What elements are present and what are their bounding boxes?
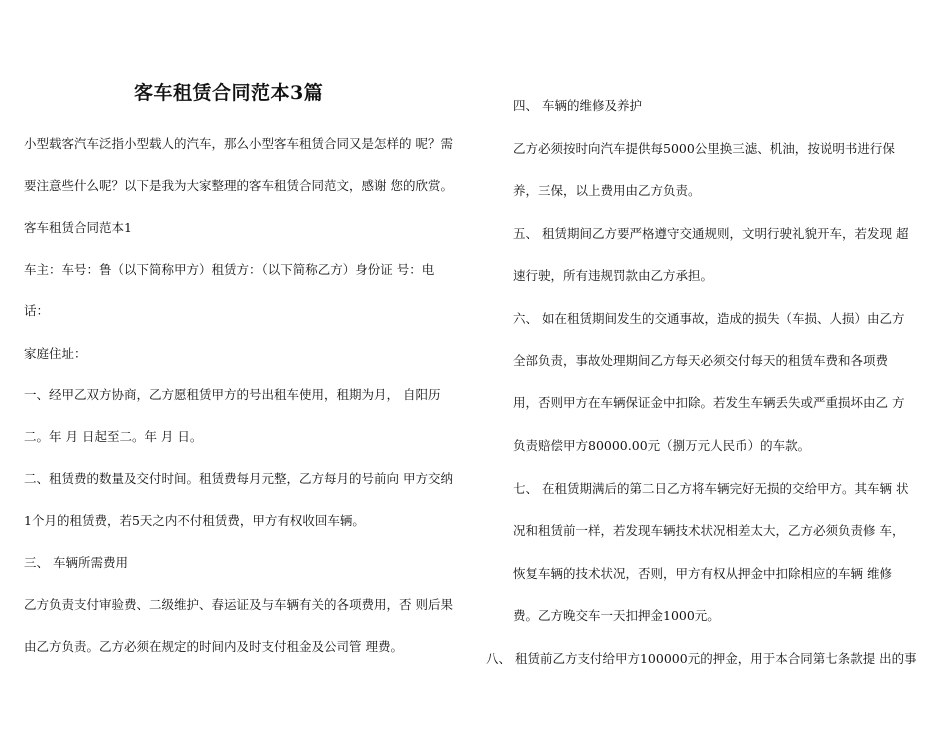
paragraph-line: 1个月的租赁费，若5天之内不付租赁费，甲方有权收回车辆。 xyxy=(24,513,365,528)
paragraph-line: 乙方必须按时向汽车提供每5000公里换三滤、机油，按说明书进行保 xyxy=(513,141,895,156)
paragraph-line: 要注意些什么呢？以下是我为大家整理的客车租赁合同范文，感谢 您的欣赏。 xyxy=(24,178,453,193)
paragraph-line: 小型载客汽车泛指小型载人的汽车，那么小型客车租赁合同又是怎样的 呢？需 xyxy=(24,136,453,151)
paragraph-line: 负责赔偿甲方80000.00元（捌万元人民币）的车款。 xyxy=(513,438,811,453)
paragraph-line: 一、经甲乙双方协商，乙方愿租赁甲方的号出租车使用，租期为月， 自阳历 xyxy=(24,387,441,402)
paragraph-line: 七、 在租赁期满后的第二日乙方将车辆完好无损的交给甲方。其车辆 状 xyxy=(513,481,909,496)
paragraph-line: 用，否则甲方在车辆保证金中扣除。若发生车辆丢失或严重损坏由乙 方 xyxy=(513,395,905,410)
section-heading: 三、 车辆所需费用 xyxy=(24,555,128,570)
paragraph-line: 车主：车号：鲁（以下简称甲方）租赁方：（以下简称乙方）身份证 号：电 xyxy=(24,262,435,277)
section-heading: 客车租赁合同范本1 xyxy=(24,220,132,235)
section-heading: 四、 车辆的维修及养护 xyxy=(513,98,642,113)
paragraph-line: 话： xyxy=(24,303,50,318)
paragraph-line: 速行驶，所有违规罚款由乙方承担。 xyxy=(513,268,714,283)
paragraph-line: 恢复车辆的技术状况，否则，甲方有权从押金中扣除相应的车辆 维修 xyxy=(513,566,892,581)
paragraph-line: 六、 如在租赁期间发生的交通事故，造成的损失（车损、人损）由乙方 xyxy=(513,311,905,326)
paragraph-line: 家庭住址： xyxy=(24,346,87,361)
paragraph-line: 养，三保，以上费用由乙方负责。 xyxy=(513,183,701,198)
paragraph-line: 二。年 月 日起至二。年 月 日。 xyxy=(24,429,203,444)
paragraph-line: 八、 租赁前乙方支付给甲方100000元的押金，用于本合同第七条款提 出的事 xyxy=(486,651,917,666)
paragraph-line: 五、 租赁期间乙方要严格遵守交通规则，文明行驶礼貌开车，若发现 超 xyxy=(513,226,909,241)
paragraph-line: 全部负责，事故处理期间乙方每天必须交付每天的租赁车费和各项费 xyxy=(513,353,889,368)
paragraph-line: 费。乙方晚交车一天扣押金1000元。 xyxy=(513,608,720,623)
document-title: 客车租赁合同范本3篇 xyxy=(134,82,324,104)
paragraph-line: 二、租赁费的数量及交付时间。租赁费每月元整，乙方每月的号前向 甲方交纳 xyxy=(24,471,453,486)
paragraph-line: 乙方负责支付审验费、二级维护、春运证及与车辆有关的各项费用，否 则后果 xyxy=(24,597,453,612)
paragraph-line: 由乙方负责。乙方必须在规定的时间内及时支付租金及公司管 理费。 xyxy=(24,639,403,654)
paragraph-line: 况和租赁前一样，若发现车辆技术状况相差太大，乙方必须负责修 车， xyxy=(513,523,905,538)
